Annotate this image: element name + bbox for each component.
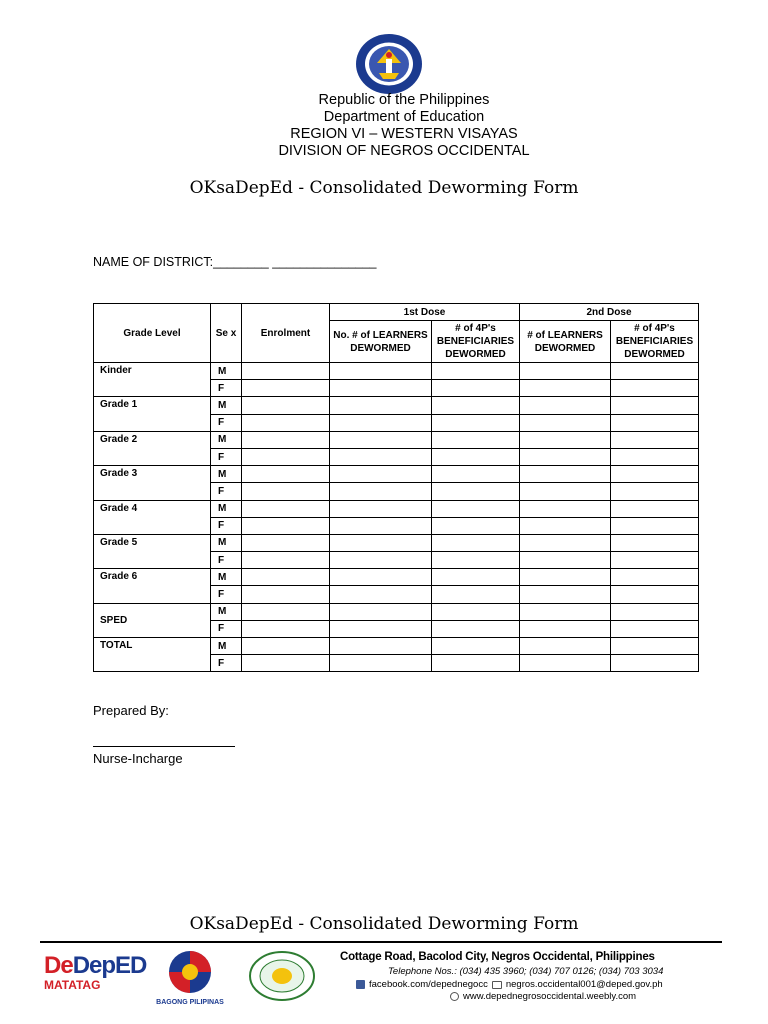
input-cell[interactable] xyxy=(520,620,611,637)
col-sex: Se x xyxy=(211,304,242,363)
col-enrolment: Enrolment xyxy=(242,304,330,363)
grade-level-cell xyxy=(94,466,211,500)
input-cell[interactable] xyxy=(242,363,330,380)
grade-level-cell xyxy=(94,603,211,637)
grade-level-cell xyxy=(94,363,211,397)
input-cell[interactable] xyxy=(330,638,432,655)
sex-cell: M xyxy=(211,397,242,414)
bagong-pilipinas-logo: BAGONG PILIPINAS xyxy=(148,950,232,1004)
input-cell[interactable] xyxy=(611,603,699,620)
input-cell[interactable] xyxy=(520,534,611,551)
input-cell[interactable] xyxy=(432,466,520,483)
input-cell[interactable] xyxy=(330,380,432,397)
input-cell[interactable] xyxy=(330,655,432,672)
table-row xyxy=(94,363,699,380)
table-row xyxy=(94,397,699,414)
col-d2-learners: # of LEARNERS DEWORMED xyxy=(520,321,611,363)
input-cell[interactable] xyxy=(330,397,432,414)
input-cell[interactable] xyxy=(520,638,611,655)
input-cell[interactable] xyxy=(330,517,432,534)
input-cell[interactable] xyxy=(242,380,330,397)
header-second-dose: 2nd Dose xyxy=(520,304,699,321)
footer-form-title: OKsaDepEd - Consolidated Deworming Form xyxy=(189,914,579,934)
input-cell[interactable] xyxy=(520,466,611,483)
input-cell[interactable] xyxy=(432,655,520,672)
input-cell[interactable] xyxy=(611,620,699,637)
input-cell[interactable] xyxy=(520,500,611,517)
input-cell[interactable] xyxy=(520,569,611,586)
footer-facebook[interactable]: facebook.com/depednegocc xyxy=(369,979,488,990)
table-row xyxy=(94,500,699,517)
input-cell[interactable] xyxy=(611,569,699,586)
deped-matatag-logo: DeDepED MATATAG xyxy=(44,952,147,992)
grade-level-label: Grade 3 xyxy=(100,468,138,480)
email-icon xyxy=(492,981,502,989)
input-cell[interactable] xyxy=(432,483,520,500)
header-first-dose: 1st Dose xyxy=(330,304,520,321)
footer-contact xyxy=(340,951,720,1002)
input-cell[interactable] xyxy=(242,569,330,586)
input-cell[interactable] xyxy=(330,483,432,500)
input-cell[interactable] xyxy=(242,620,330,637)
input-cell[interactable] xyxy=(611,638,699,655)
grade-level-label: Grade 2 xyxy=(100,433,138,445)
deped-seal-logo xyxy=(355,33,423,95)
grade-level-label: Grade 6 xyxy=(100,571,138,583)
district-field[interactable]: NAME OF DISTRICT:________ _______________ xyxy=(93,255,377,269)
input-cell[interactable] xyxy=(611,517,699,534)
input-cell[interactable] xyxy=(520,483,611,500)
table-row xyxy=(94,466,699,483)
sex-cell: F xyxy=(211,620,242,637)
input-cell[interactable] xyxy=(242,431,330,448)
input-cell[interactable] xyxy=(242,552,330,569)
sex-cell: F xyxy=(211,586,242,603)
input-cell[interactable] xyxy=(330,620,432,637)
grade-level-label: Kinder xyxy=(100,365,132,376)
grade-level-cell xyxy=(94,534,211,568)
input-cell[interactable] xyxy=(520,448,611,465)
input-cell[interactable] xyxy=(242,517,330,534)
input-cell[interactable] xyxy=(611,655,699,672)
input-cell[interactable] xyxy=(432,397,520,414)
input-cell[interactable] xyxy=(611,586,699,603)
input-cell[interactable] xyxy=(611,552,699,569)
header-republic: Republic of the Philippines xyxy=(318,92,490,108)
sex-cell: F xyxy=(211,380,242,397)
input-cell[interactable] xyxy=(520,586,611,603)
input-cell[interactable] xyxy=(520,380,611,397)
input-cell[interactable] xyxy=(242,397,330,414)
input-cell[interactable] xyxy=(242,638,330,655)
input-cell[interactable] xyxy=(242,603,330,620)
sex-cell: F xyxy=(211,483,242,500)
grade-level-label: Grade 5 xyxy=(100,536,138,548)
input-cell[interactable] xyxy=(432,603,520,620)
sex-cell: M xyxy=(211,638,242,655)
header-department: Department of Education xyxy=(323,109,485,125)
input-cell[interactable] xyxy=(432,414,520,431)
input-cell[interactable] xyxy=(611,380,699,397)
grade-level-cell xyxy=(94,638,211,672)
input-cell[interactable] xyxy=(432,380,520,397)
input-cell[interactable] xyxy=(432,586,520,603)
table-row xyxy=(94,431,699,448)
input-cell[interactable] xyxy=(432,363,520,380)
input-cell[interactable] xyxy=(242,483,330,500)
footer-divider xyxy=(40,941,722,943)
input-cell[interactable] xyxy=(330,500,432,517)
input-cell[interactable] xyxy=(432,638,520,655)
input-cell[interactable] xyxy=(330,466,432,483)
deworming-table xyxy=(93,303,699,672)
sex-cell: F xyxy=(211,552,242,569)
table-row xyxy=(94,534,699,551)
globe-icon xyxy=(450,992,459,1001)
input-cell[interactable] xyxy=(432,431,520,448)
input-cell[interactable] xyxy=(611,500,699,517)
sex-cell: F xyxy=(211,655,242,672)
table-row xyxy=(94,603,699,620)
input-cell[interactable] xyxy=(520,414,611,431)
footer-address: Cottage Road, Bacolod City, Negros Occidental, Philippines xyxy=(340,951,655,963)
input-cell[interactable] xyxy=(330,534,432,551)
facebook-icon xyxy=(356,980,365,989)
sex-cell: F xyxy=(211,448,242,465)
input-cell[interactable] xyxy=(520,397,611,414)
grade-level-label: Grade 4 xyxy=(100,502,138,514)
input-cell[interactable] xyxy=(242,414,330,431)
table-row xyxy=(94,569,699,586)
input-cell[interactable] xyxy=(330,603,432,620)
input-cell[interactable] xyxy=(432,500,520,517)
col-d1-learners: No. # of LEARNERS DEWORMED xyxy=(330,321,432,363)
input-cell[interactable] xyxy=(242,534,330,551)
footer-telephone: Telephone Nos.: (034) 435 3960; (034) 707 0126; (034) 703 3034 xyxy=(388,966,664,977)
input-cell[interactable] xyxy=(520,363,611,380)
input-cell[interactable] xyxy=(611,534,699,551)
input-cell[interactable] xyxy=(432,552,520,569)
input-cell[interactable] xyxy=(432,569,520,586)
input-cell[interactable] xyxy=(432,534,520,551)
sex-cell: F xyxy=(211,414,242,431)
input-cell[interactable] xyxy=(520,431,611,448)
input-cell[interactable] xyxy=(330,448,432,465)
input-cell[interactable] xyxy=(330,552,432,569)
input-cell[interactable] xyxy=(242,586,330,603)
input-cell[interactable] xyxy=(611,414,699,431)
input-cell[interactable] xyxy=(242,500,330,517)
header-region: REGION VI – WESTERN VISAYAS xyxy=(290,126,518,142)
letterhead xyxy=(0,92,768,160)
nurse-incharge-label: Nurse-Incharge xyxy=(93,751,183,766)
input-cell[interactable] xyxy=(242,466,330,483)
form-title: OKsaDepEd - Consolidated Deworming Form xyxy=(189,178,579,198)
grade-level-cell xyxy=(94,569,211,603)
sex-cell: M xyxy=(211,603,242,620)
sex-cell: F xyxy=(211,517,242,534)
input-cell[interactable] xyxy=(242,655,330,672)
input-cell[interactable] xyxy=(330,569,432,586)
input-cell[interactable] xyxy=(242,448,330,465)
col-grade-level: Grade Level xyxy=(94,304,211,363)
grade-level-cell xyxy=(94,431,211,465)
sex-cell: M xyxy=(211,431,242,448)
grade-level-label: Grade 1 xyxy=(100,399,138,411)
input-cell[interactable] xyxy=(520,655,611,672)
input-cell[interactable] xyxy=(611,483,699,500)
col-d1-4ps: # of 4P's BENEFICIARIES DEWORMED xyxy=(432,321,520,363)
input-cell[interactable] xyxy=(611,431,699,448)
grade-level-label: TOTAL xyxy=(100,640,133,651)
input-cell[interactable] xyxy=(611,397,699,414)
sex-cell: M xyxy=(211,466,242,483)
division-seal-logo xyxy=(248,950,316,1002)
input-cell[interactable] xyxy=(520,603,611,620)
input-cell[interactable] xyxy=(330,586,432,603)
prepared-by-label: Prepared By: xyxy=(93,703,169,718)
sex-cell: M xyxy=(211,500,242,517)
input-cell[interactable] xyxy=(432,517,520,534)
header-division: DIVISION OF NEGROS OCCIDENTAL xyxy=(278,143,530,159)
input-cell[interactable] xyxy=(611,448,699,465)
input-cell[interactable] xyxy=(330,414,432,431)
input-cell[interactable] xyxy=(330,431,432,448)
grade-level-cell xyxy=(94,500,211,534)
input-cell[interactable] xyxy=(611,363,699,380)
signature-line[interactable] xyxy=(93,746,235,747)
input-cell[interactable] xyxy=(611,466,699,483)
grade-level-cell xyxy=(94,397,211,431)
footer-website[interactable]: www.depednegrosoccidental.weebly.com xyxy=(463,991,637,1002)
col-d2-4ps: # of 4P's BENEFICIARIES DEWORMED xyxy=(611,321,699,363)
footer-email[interactable]: negros.occidental001@deped.gov.ph xyxy=(505,979,663,990)
input-cell[interactable] xyxy=(330,363,432,380)
sex-cell: M xyxy=(211,363,242,380)
table-row xyxy=(94,638,699,655)
input-cell[interactable] xyxy=(520,517,611,534)
sex-cell: M xyxy=(211,569,242,586)
grade-level-label: SPED xyxy=(100,614,128,626)
input-cell[interactable] xyxy=(432,448,520,465)
input-cell[interactable] xyxy=(520,552,611,569)
input-cell[interactable] xyxy=(432,620,520,637)
sex-cell: M xyxy=(211,534,242,551)
